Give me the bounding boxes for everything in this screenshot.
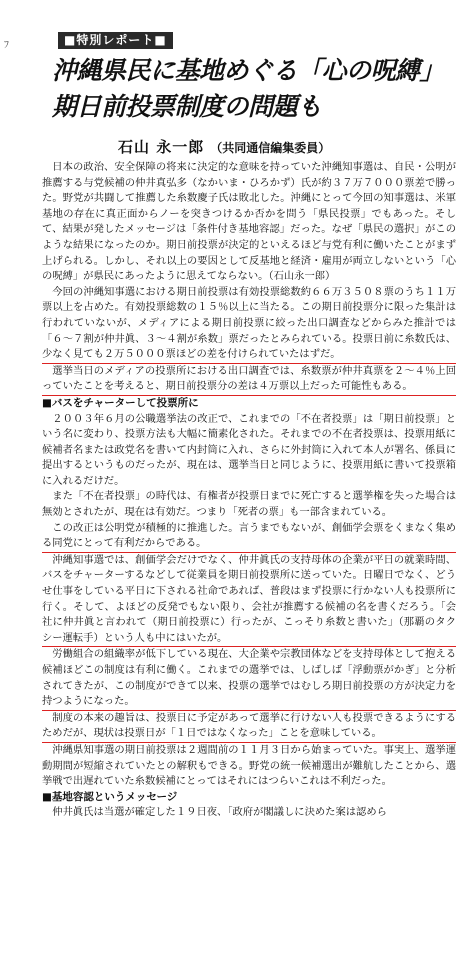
- article-body: [42, 160, 456, 821]
- special-report-badge: ■特別レポート■: [58, 32, 173, 49]
- headline-line1: 沖縄県民に基地めぐる「心の呪縛」: [52, 56, 445, 85]
- byline: [118, 136, 330, 157]
- paragraph-7: 沖縄知事選では、創価学会だけでなく、仲井眞氏の支持母体の企業が平日の就業時間、バスをチャーターするなどして従業員を期日前投票所に送っていた。日曜日でなく、どうせ仕事をしている平日に下される社命であれば、普段はまず投票に行かない人も投票所に行く。そして、よほどの反発でもない限り、会社が推薦する候補の名を書くだろう。「会社に仲井眞と言われて（期日前投票に）行ったが、こっそり糸数と書いた」（那覇のタクシー運転手）という人も中にはいたが。: [42, 553, 456, 648]
- paragraph-6: この改正は公明党が積極的に推進した。言うまでもないが、創価学会票をくまなく集める同党にとって有利だからである。: [42, 521, 456, 553]
- paragraph-5: また「不在者投票」の時代は、有権者が投票日までに死亡すると選挙権を失った場合は無効とされたが、現在は有効だ。つまり「死者の票」も一部含まれている。: [42, 490, 456, 519]
- headline-line2: 期日前投票制度の問題も: [52, 92, 322, 121]
- paragraph-3: 選挙当日のメディアの投票所における出口調査では、糸数票が仲井真票を２〜４％上回っていたことを考えると、期日前投票分の差は４万票以上だった可能性もある。: [42, 364, 456, 396]
- section-heading-base: ■基地容認というメッセージ: [42, 790, 178, 803]
- paragraph-10: 沖縄県知事選の期日前投票は２週間前の１１月３日から始まっていた。事実上、選挙運動期間が短縮されていたとの解釈もできる。野党の統一候補選出が難航したことから、選挙戦で出遅れていた糸数候補にとってはそれにはつらいこれは不利だった。: [42, 743, 456, 788]
- margin-mark: ﾌ: [4, 40, 9, 51]
- paragraph-4: ２００３年６月の公職選挙法の改正で、これまでの「不在者投票」は「期日前投票」という名に変わり、投票方法も大幅に簡素化された。それまでの不在者投票は、投票用紙に候補者名または政党名を書いて内封筒に入れ、さらに外封筒に入れて本人が署名、係員に提出するというものだったが、現在は、選挙当日と同じように、投票用紙に書いて投票箱に入れるだけだ。: [42, 412, 456, 487]
- paragraph-8: 労働組合の組織率が低下している現在、大企業や宗教団体などを支持母体として抱える候補ほどこの制度は有利に働く。これまでの選挙では、しばしば「浮動票がかぎ」と分析されてきたが、この制度ができて以来、投票の選挙ではむしろ期日前投票の方が決定力を持つようになった。: [42, 647, 456, 710]
- paragraph-2: 今回の沖縄知事選における期日前投票は有効投票総数約６６万３５０８票のうち１１万票以上を占めた。有効投票総数の１５％以上に当たる。この期日前投票分に限った集計は行われていないが、メディアによる期日前投票に絞った出口調査などからみた推計では「６〜７割が仲井眞、３〜４割が糸数」票だったとみられている。投票日前に糸数氏は、少なく見ても２万５０００票ほどの差を付けられていたはずだ。: [42, 285, 456, 364]
- author-name: 石山 永一郎: [118, 138, 205, 156]
- section-heading-bus: ■バスをチャーターして投票所に: [42, 396, 199, 409]
- author-role: （共同通信編集委員）: [210, 141, 331, 155]
- paragraph-9: 制度の本来の趣旨は、投票日に予定があって選挙に行けない人も投票できるようにするためだが、現状は投票日が「１日ではなくなった」ことを意味している。: [42, 711, 456, 743]
- paragraph-11: 仲井眞氏は当選が確定した１９日夜、「政府が閣議しに決めた案は認めら: [52, 806, 387, 819]
- paragraph-1: 日本の政治、安全保障の将来に決定的な意味を持っていた沖縄知事選は、自民・公明が推薦する与党候補の仲井真弘多（なかいま・ひろかず）氏が約３７万７０００票差で勝った。野党が共闘して推薦した糸数慶子氏は敗北した。沖縄にとって今回の知事選は、米軍基地の存在に真正面からノーを突きつけるか否かを問う「県民投票」でもあった。そして、結果が発したメッセージは「条件付き基地容認」だった。なぜ「県民の選択」がこのような結果になったのか。期日前投票が決定的といえるほど与党有利に働いたことがまず上げられる。しかし、それ以上の要因として反基地と経済・雇用が両立しないという「心の呪縛」が県民にあったように思えてならない。（石山永一郎）: [42, 161, 456, 283]
